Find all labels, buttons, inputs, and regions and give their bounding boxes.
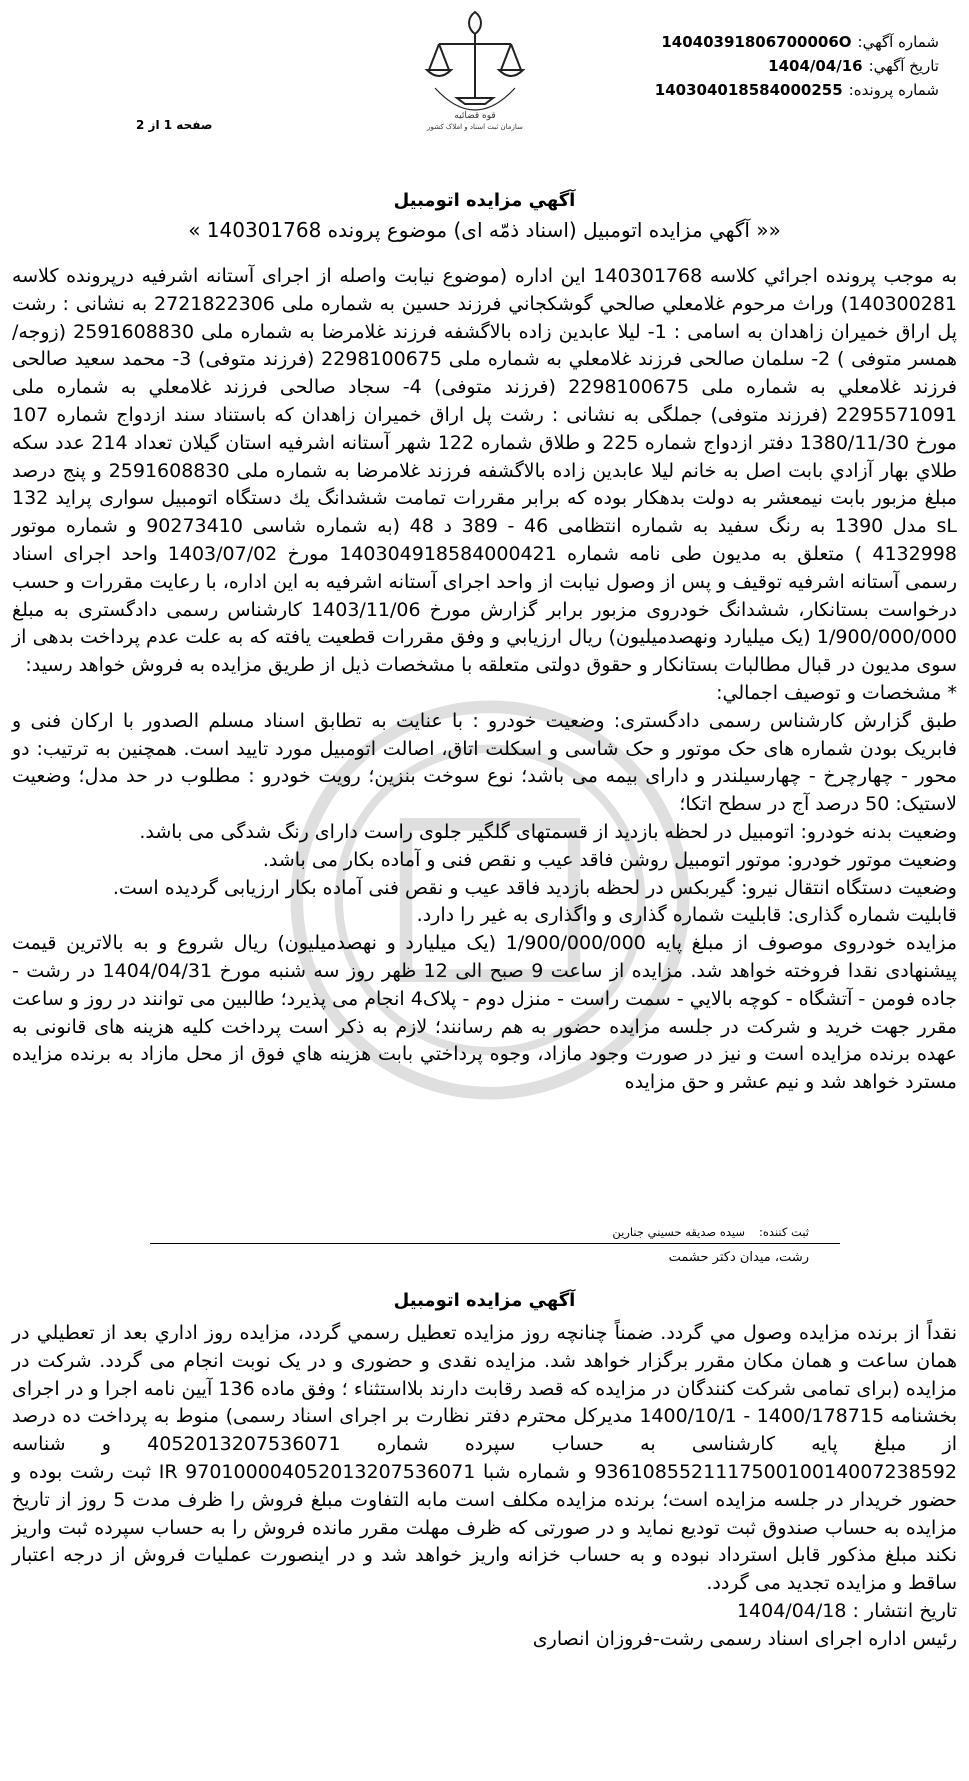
- registrar-label: ثبت كننده:: [759, 1225, 809, 1239]
- body-paragraph: * مشخصات و توصيف اجمالي:: [716, 681, 957, 704]
- notice-title-continued: آگهي مزايده اتومبيل: [393, 1290, 576, 1311]
- svg-text:سازمان ثبت اسناد و املاک کشور: سازمان ثبت اسناد و املاک کشور: [427, 123, 523, 131]
- svg-text:قوه قضائیه: قوه قضائیه: [454, 111, 496, 121]
- signatory: رئيس اداره اجراى اسناد رسمى رشت-فروزان انصارى: [532, 1627, 957, 1650]
- publish-date: تاريخ انتشار : 1404/04/18: [736, 1599, 957, 1622]
- body-paragraph: قابليت شماره گذارى: قابليت شماره گذارى و واگذارى به غير را دارد.: [416, 904, 957, 927]
- body-paragraph: وضعيت موتور خودرو: موتور اتومبيل روشن فاقد عيب و نقص فنى و آماده بكار مى باشد.: [262, 848, 957, 871]
- notice-body: [12, 263, 957, 1097]
- notice-subtitle: «« آگهي مزايده اتومبيل (اسناد ذمّه اى) موضوع پرونده 140301768 »: [188, 218, 781, 242]
- case-number: 140304018584000255: [654, 81, 843, 99]
- notice-body-continued: [12, 1320, 957, 1654]
- ad-date: 1404/04/16: [768, 57, 863, 75]
- judiciary-emblem-icon: [405, 4, 545, 132]
- ad-date-label: تاريخ آگهي:: [868, 57, 939, 75]
- body-paragraph: وضعيت دستگاه انتقال نيرو: گيربكس در لحظه بازديد فاقد عيب و نقص فنى آماده بكار ارزيابى گرديده است.: [112, 876, 957, 899]
- notice-title: آگهي مزايده اتومبيل: [393, 190, 576, 211]
- case-number-label: شماره پرونده:: [848, 81, 939, 99]
- registrar: [612, 1225, 809, 1239]
- body-paragraph: نقداً از برنده مزايده وصول مي گردد. ضمناً چنانچه روز مزايده تعطيل رسمي گردد، مزايده روز اداري بعد از تعطيلي در همان ساعت و همان مكان مقرر برگزار خواهد شد. مزايده نقدى و حضورى و در يک نوبت انجام مى گردد. شركت در مزايده (براى تمامى شركت كنندگان در مزايده كه قصد رقابت دارند بلااستثناء ؛ وفق ماده 136 آيين نامه اجرا و در اجراى بخشنامه 1400/178715 - 1400/10/1 مديركل محترم دفتر نظارت بر اجراى اسناد رسمى) منوط به پرداخت ده درصد از مبلغ پايه كارشناسى به حساب سپرده شماره 4052013207536071 و شناسه 936108552111750010014007238592 و شماره شبا IR 970100004052013207536071 ثبت رشت بوده و حضور خريدار در جلسه مزايده است؛ برنده مزايده مكلف است مابه التفاوت مبلغ فروش را ظرف مدت 5 روز از تاريخ مزايده به حساب صندوق ثبت توديع نمايد و در صورتى كه ظرف مهلت مقرر مانده فروش را به حساب سپرده ثبت واريز نكند مبلغ مذكور قابل استرداد نبوده و به حساب خزانه واريز خواهد شد و در اينصورت عمليات فروش از درجه اعتبار ساقط و مزايده تجديد مى گردد.: [12, 1322, 958, 1595]
- ad-number-label: شماره آگهي:: [857, 33, 939, 51]
- page-number: صفحه 1 از 2: [136, 118, 213, 132]
- registrar-address: رشت، ميدان دكتر حشمت: [668, 1250, 809, 1265]
- body-paragraph: طبق گزارش كارشناس رسمى دادگسترى: وضعيت خودرو : با عنايت به تطابق اسناد مسلم الصدور با اركان فنى و فابريک بودن شماره هاى حک موتور و حک شاسى و اسكلت اتاق، اصالت اتومبيل مورد تاييد است. همچنين به ترتيب: دو محور - چهارچرخ - چهارسيلندر و داراى بيمه مى باشد؛ نوع سوخت بنزين؛ رويت خودرو : مطلوب در حد مدل؛ وضعيت لاستيک: 50 درصد آج در سطح اتكا؛: [12, 709, 957, 816]
- body-paragraph: به موجب پرونده اجرائي كلاسه 140301768 اين اداره (موضوع نيابت واصله از اجراى آستانه اشرفيه درپرونده كلاسه 140300281) وراث مرحوم غلامعلي صالحي گوشكجاني فرزند حسين به شماره ملى 2721822306 به نشانى : رشت پل اراق خميران زاهدان به اسامى : 1- ليلا عابدين زاده بالاگشفه فرزند غلامرضا به شماره ملى 2591608830 (زوجه/همسر متوفى ) 2- سلمان صالحى فرزند غلامعلي به شماره ملى 2298100675 (فرزند متوفى) 3- محمد سعيد صالحى فرزند غلامعلي به شماره ملى 2298100675 (فرزند متوفى) 4- سجاد صالحى فرزند غلامعلي به شماره ملى 2295571091 (فرزند متوفى) جملگى به نشانى : رشت پل اراق خميران زاهدان كه باستناد سند ازدواج شماره 107 مورخ 1380/11/30 دفتر ازدواج شماره 225 و طلاق شماره 122 شهر آستانه اشرفيه استان گيلان تعداد 214 عدد سكه طلاي بهار آزادي بابت اصل به خانم ليلا عابدين زاده بالاگشفه فرزند غلامرضا به شماره ملى 2591608830 و پنج درصد مبلغ مزبور بابت نيمعشر به دولت بدهكار بوده كه برابر مقررات تمامت ششدانگ يك دستگاه اتومبيل سوارى پرايد 132 sL مدل 1390 به رنگ سفيد به شماره انتظامى 46 - 389 د 48 (به شماره شاسى 90273410 و شماره موتور 4132998 ) متعلق به مديون طى نامه شماره 140304918584000421 مورخ 1403/07/02 واحد اجراى اسناد رسمى آستانه اشرفيه توقيف و پس از وصول نيابت از واحد اجراى آستانه اشرفيه به اين اداره، با رعايت مقررات و حسب درخواست بستانكار، ششدانگ خودروى مزبور برابر گزارش مورخ 1403/11/06 كارشناس رسمى دادگسترى به مبلغ 1/900/000/000 (يک ميليارد ونهصدميليون) ريال ارزيابي و وفق مقررات قطعيت يافته كه به علت عدم پرداخت بدهى از سوى مديون در قبال مطالبات بستانكار و حقوق دولتى متعلقه با مشخصات ذيل از طريق مزايده به فروش خواهد رسيد:: [12, 265, 958, 677]
- body-paragraph: وضعيت بدنه خودرو: اتومبيل در لحظه بازديد از قسمتهاى گلگير جلوى راست داراى رنگ شدگى مى باشد.: [139, 820, 957, 843]
- divider: [150, 1243, 840, 1244]
- ad-number: 14040391806700006O: [661, 33, 852, 51]
- ad-meta: [655, 30, 939, 102]
- body-paragraph: مزايده خودروى موصوف از مبلغ پايه 1/900/000/000 (يک ميليارد و نهصدميليون) ريال شروع و به بالاترين قيمت پيشنهادى نقدا فروخته خواهد شد. مزايده از ساعت 9 صبح الى 12 ظهر روز سه شنبه مورخ 1404/04/31 در رشت - جاده فومن - آتشگاه - كوچه بالايي - سمت راست - منزل دوم - پلاک4 انجام مى پذيرد؛ طالبين مى توانند در روز و ساعت مقرر جهت خريد و شركت در جلسه مزايده حضور به هم رسانند؛ لازم به ذكر است پرداخت كليه هزينه هاى قانونى به عهده برنده مزايده است و نيز در صورت وجود مازاد، وجوه پرداختي بابت هزينه هاي فوق از محل مازاد به برنده مزايده مسترد خواهد شد و نيم عشر و حق مزايده: [12, 932, 958, 1094]
- registrar-name: سيده صديقه حسيني جنارين: [612, 1225, 746, 1239]
